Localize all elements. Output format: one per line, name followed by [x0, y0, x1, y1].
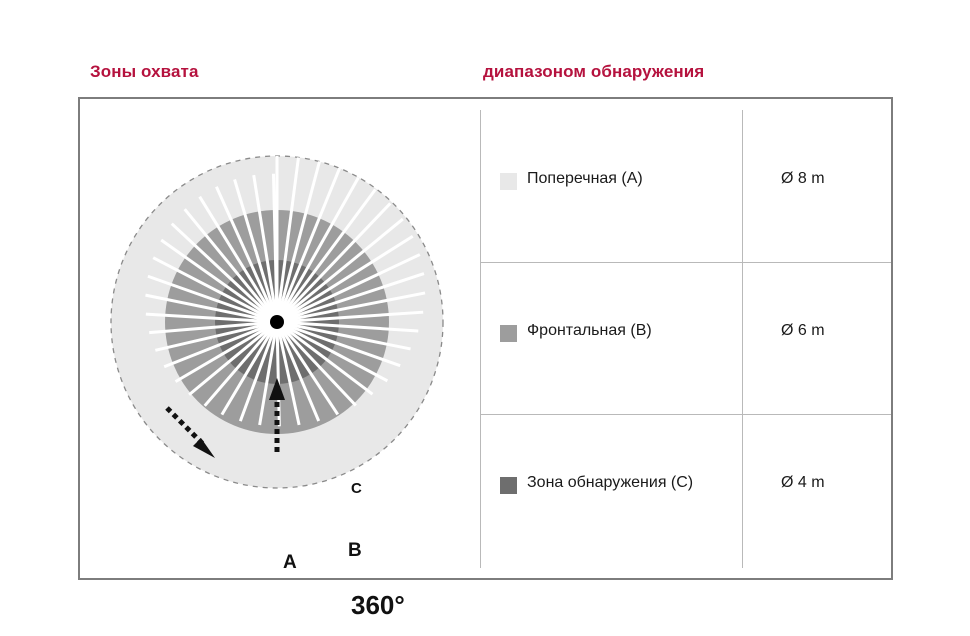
table-row	[481, 110, 891, 262]
legend-value: Ø 6 m	[781, 322, 825, 339]
zone-a-label: A	[283, 552, 297, 573]
right-border	[891, 97, 893, 579]
left-border	[78, 97, 80, 579]
zone-b-label: B	[348, 540, 362, 561]
page-title-detection-range: диапазоном обнаружения	[483, 62, 705, 81]
legend-label: Поперечная (A)	[527, 170, 643, 187]
table-row	[481, 414, 891, 566]
legend-value: Ø 8 m	[781, 170, 825, 187]
page-title-coverage-zones: Зоны охвата	[90, 62, 199, 81]
legend-label: Фронтальная (B)	[527, 322, 652, 339]
legend-swatch-icon	[500, 477, 517, 494]
legend-swatch-icon	[500, 325, 517, 342]
top-divider	[78, 97, 893, 99]
bottom-divider	[78, 578, 893, 580]
table-row	[481, 262, 891, 414]
angle-label: 360°	[351, 590, 405, 620]
sensor-center-dot	[270, 315, 284, 329]
legend-label: Зона обнаружения (C)	[527, 474, 694, 491]
legend-swatch-icon	[500, 173, 517, 190]
zone-c-label: C	[351, 480, 362, 497]
coverage-diagram	[105, 150, 450, 620]
legend-value: Ø 4 m	[781, 474, 825, 491]
detection-range-table	[481, 110, 891, 568]
